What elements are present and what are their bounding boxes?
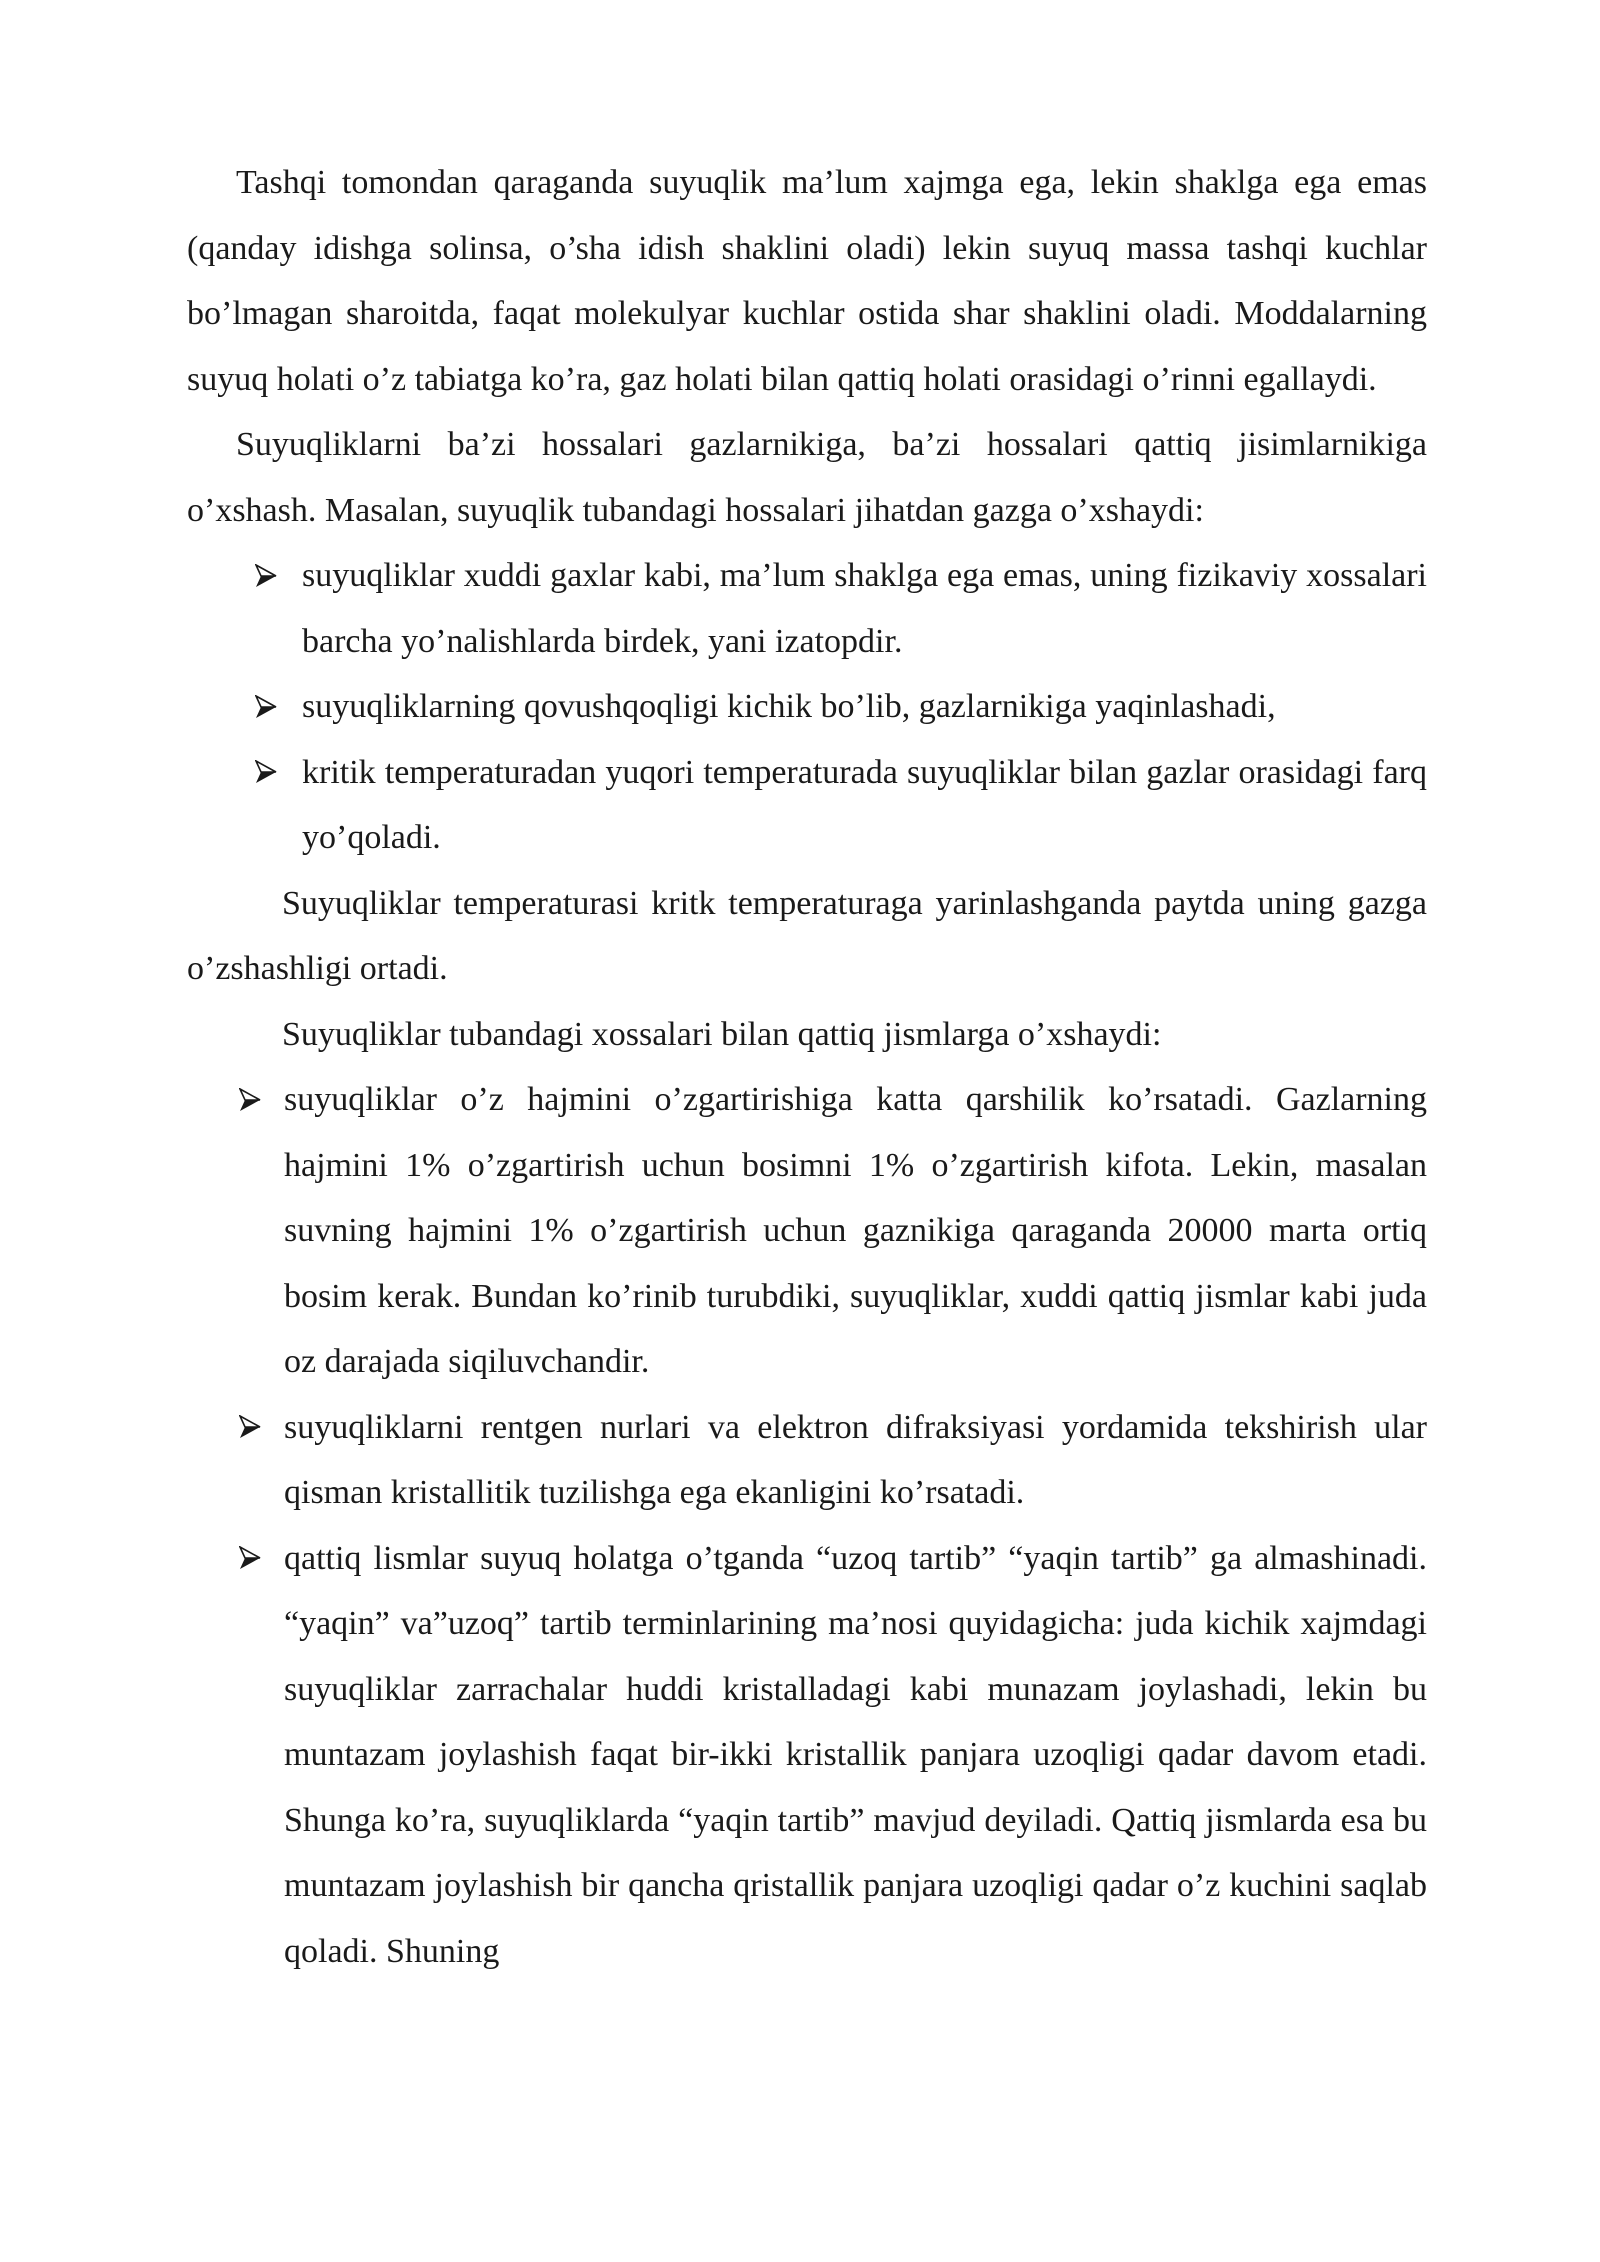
paragraph-liquid-shape: Tashqi tomondan qaraganda suyuqlik ma’lum xajmga ega, lekin shaklga ega emas (qanday idishga solinsa, o’sha idish shaklini oladi) lekin suyuq massa tashqi kuchlar bo’lmagan sharoitda, faqat molekulyar kuchlar ostida shar shaklini oladi. Moddalarning suyuq holati o’z tabiatga ko’ra, gaz holati bilan qattiq holati orasidagi o’rinni egallaydi. xyxy=(187,164,1427,398)
list-item xyxy=(187,1395,1427,1526)
document-page xyxy=(187,150,1427,1984)
paragraph-solid-similarity-intro: Suyuqliklar tubandagi xossalari bilan qattiq jismlarga o’xshaydi: xyxy=(282,1015,1162,1053)
list-item xyxy=(187,1526,1427,1985)
arrowhead-bullet-icon xyxy=(239,1526,267,1591)
list-item-text: kritik temperaturadan yuqori temperaturada suyuqliklar bilan gazlar orasidagi farq yo’qoladi. xyxy=(302,753,1427,856)
arrowhead-bullet-icon xyxy=(255,543,283,608)
list-item xyxy=(187,1067,1427,1395)
arrowhead-bullet-icon xyxy=(239,1067,267,1132)
gas-similarity-list xyxy=(187,543,1427,871)
list-item-text: qattiq lismlar suyuq holatga o’tganda “uzoq tartib” “yaqin tartib” ga almashinadi. “yaqin” va”uzoq” tartib terminlarining ma’nosi quyidagicha: juda kichik xajmdagi suyuqliklar zarrachalar huddi kristalladagi kabi munazam joylashadi, lekin bu muntazam joylashish faqat bir-ikki kristallik panjara uzoqligi qadar davom etadi. Shunga ko’ra, suyuqliklarda “yaqin tartib” mavjud deyiladi. Qattiq jismlarda esa bu muntazam joylashish bir qancha qristallik panjara uzoqligi qadar o’z kuchini saqlab qoladi. Shuning xyxy=(284,1539,1427,1970)
paragraph-gas-similarity-intro: Suyuqliklarni ba’zi hossalari gazlarnikiga, ba’zi hossalari qattiq jisimlarnikiga o’xshash. Masalan, suyuqlik tubandagi hossalari jihatdan gazga o’xshaydi: xyxy=(187,426,1427,529)
list-item xyxy=(187,674,1427,740)
list-item-text: suyuqliklarni rentgen nurlari va elektron difraksiyasi yordamida tekshirish ular qisman kristallitik tuzilishga ega ekanligini ko’rsatadi. xyxy=(284,1408,1427,1511)
list-item-text: suyuqliklarning qovushqoqligi kichik bo’lib, gazlarnikiga yaqinlashadi, xyxy=(302,688,1276,725)
arrowhead-bullet-icon xyxy=(239,1395,267,1460)
arrowhead-bullet-icon xyxy=(255,740,283,805)
list-item-text: suyuqliklar o’z hajmini o’zgartirishiga katta qarshilik ko’rsatadi. Gazlarning hajmini 1% o’zgartirish uchun bosimni 1% o’zgartirish kifota. Lekin, masalan suvning hajmini 1% o’zgartirish uchun gaznikiga qaraganda 20000 marta ortiq bosim kerak. Bundan ko’rinib turubdiki, suyuqliklar, xuddi qattiq jismlar kabi juda oz darajada siqiluvchandir. xyxy=(284,1081,1427,1380)
list-item xyxy=(187,740,1427,871)
list-item xyxy=(187,543,1427,674)
arrowhead-bullet-icon xyxy=(255,674,283,739)
paragraph-critical-temperature: Suyuqliklar temperaturasi kritk temperaturaga yarinlashganda paytda uning gazga o’zshashligi ortadi. xyxy=(187,884,1427,987)
list-item-text: suyuqliklar xuddi gaxlar kabi, ma’lum shaklga ega emas, uning fizikaviy xossalari barcha yo’nalishlarda birdek, yani izatopdir. xyxy=(302,557,1427,660)
solid-similarity-list xyxy=(187,1067,1427,1984)
